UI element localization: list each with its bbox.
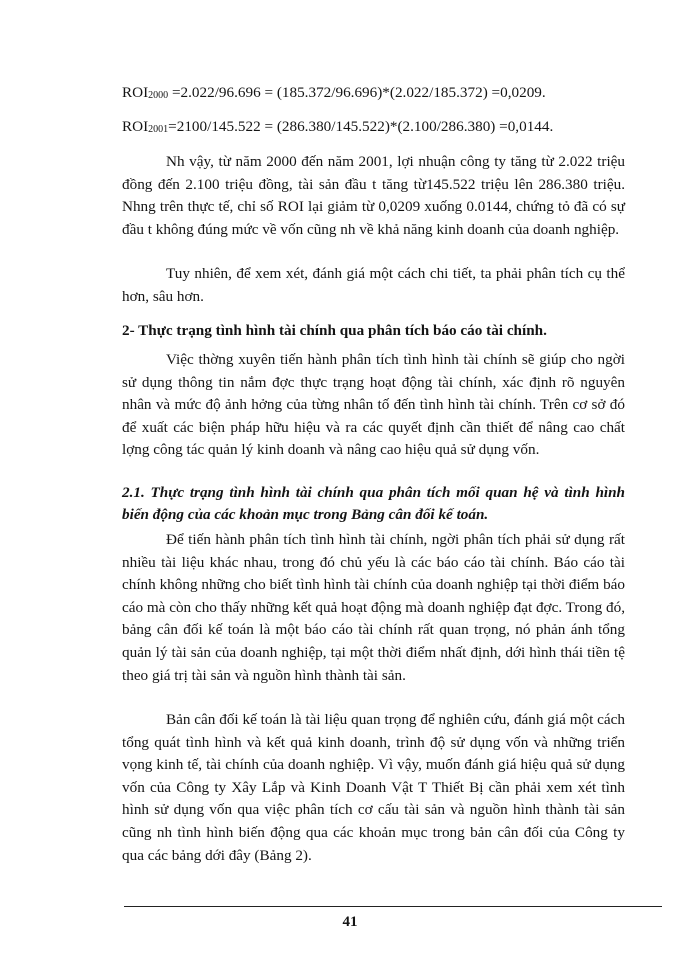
paragraph-detailed-analysis: Tuy nhiên, để xem xét, đánh giá một cách chi tiết, ta phải phân tích cụ thể hơn, sâu hơn. [122, 265, 625, 305]
formula-roi-2001-expression: =2100/145.522 = (286.380/145.522)*(2.100/286.380) =0,0144. [168, 118, 554, 135]
paragraph-roi-analysis: Nh vậy, từ năm 2000 đến năm 2001, lợi nhuận công ty tăng từ 2.022 triệu đồng đến 2.100 triệu đồng, tài sản đầu t tăng từ145.522 triệu lên 286.380 triệu. Nhng trên thực tế, chỉ số ROI lại giảm từ 0,0209 xuống 0.0144, chứng tỏ đã có sự đầu t không đúng mức về vốn cũng nh về khả năng kinh doanh của doanh nghiệp. [122, 153, 625, 238]
page-number: 41 [342, 914, 358, 930]
formula-roi-2000-expression: =2.022/96.696 = (185.372/96.696)*(2.022/185.372) =0,0209. [168, 84, 546, 101]
formula-roi-2001 [122, 117, 553, 140]
footer-divider [124, 906, 662, 907]
paragraph-balance-sheet: Bản cân đối kế toán là tài liệu quan trọng để nghiên cứu, đánh giá một cách tổng quát tình hình và kết quả kinh doanh, trình độ sử dụng vốn và những triển vọng kinh tế, tài chính của doanh nghiệp. Vì vậy, muốn đánh giá hiệu quả sử dụng vốn của Công ty Xây Lắp và Kinh Doanh Vật T Thiết Bị cần phải xem xét tình hình sử dụng vốn qua việc phân tích cơ cấu tài sản và nguồn hình thành tài sản cũng nh tình hình biến động qua các khoản mục trong bản cân đối của Công ty qua các bảng dới đây (Bảng 2). [122, 711, 625, 864]
section-heading-2-1: 2.1. Thực trạng tình hình tài chính qua phân tích mối quan hệ và tình hình biến động của các khoản mục trong Bảng cân đối kế toán. [122, 484, 625, 523]
formula-roi-2000-prefix: ROI [122, 84, 149, 101]
formula-roi-2000 [122, 83, 546, 106]
formula-roi-2001-prefix: ROI [122, 118, 149, 135]
section-heading-2: 2- Thực trạng tình hình tài chính qua phân tích báo cáo tài chính. [122, 322, 547, 339]
formula-roi-2000-year: 2000 [148, 90, 169, 101]
paragraph-regular-analysis: Việc thờng xuyên tiến hành phân tích tình hình tài chính sẽ giúp cho ngời sử dụng thông tin nắm đợc thực trạng hoạt động tài chính, xác định rõ nguyên nhân và mức độ ảnh hởng của từng nhân tố đến tình hình tài chính. Trên cơ sở đó để xuất các biện pháp hữu hiệu và ra các quyết định cần thiết để nâng cao chất lợng công tác quản lý kinh doanh và nâng cao hiệu quả sử dụng vốn. [122, 351, 625, 459]
formula-roi-2001-year: 2001 [148, 124, 169, 135]
paragraph-financial-reports: Để tiến hành phân tích tình hình tài chính, ngời phân tích phải sử dụng rất nhiều tài liệu khác nhau, trong đó chủ yếu là các báo cáo tài chính. Báo cáo tài chính không những cho biết tình hình tài chính của doanh nghiệp tại thời điểm báo cáo mà còn cho thấy những kết quả hoạt động mà doanh nghiệp đạt đợc. Trong đó, bảng cân đối kế toán là một báo cáo tài chính rất quan trọng, nó phản ánh tổng quản lý tài sản của doanh nghiệp, tại một thời điểm nhất định, dới hình thái tiền tệ theo giá trị tài sản và nguồn hình thành tài sản. [122, 531, 626, 684]
